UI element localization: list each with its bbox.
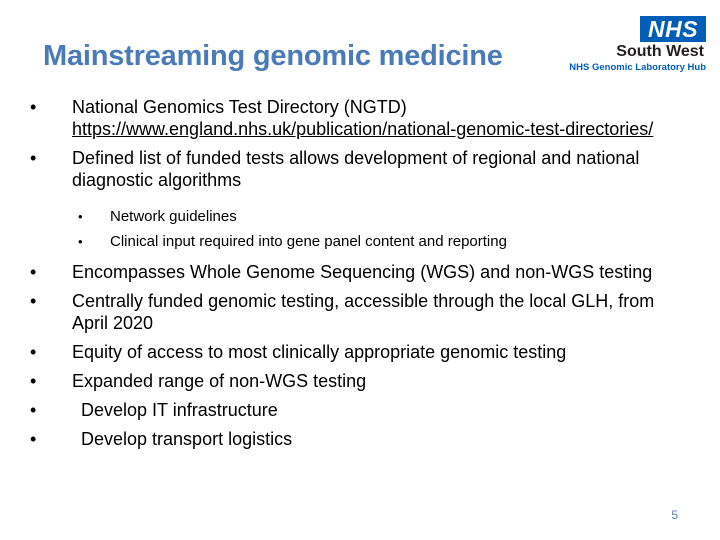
bullet-item: • Encompasses Whole Genome Sequencing (WGS) and non-WGS testing [30, 261, 685, 283]
page-number: 5 [671, 508, 678, 522]
bullet-list [30, 96, 685, 457]
bullet-item: • Equity of access to most clinically appropriate genomic testing [30, 341, 685, 363]
bullet-item [30, 399, 685, 421]
sub-bullet-list [72, 204, 685, 254]
sub-bullet-item: • Network guidelines [78, 204, 685, 229]
bullet-item [30, 428, 685, 450]
bullet-item: • Expanded range of non-WGS testing [30, 370, 685, 392]
nhs-logo [541, 16, 706, 76]
logo-hub-name: NHS Genomic Laboratory Hub [569, 62, 706, 73]
bullet-item [30, 147, 685, 254]
bullet-item: • Centrally funded genomic testing, accessible through the local GLH, from April 2020 [30, 290, 685, 334]
slide-title: Mainstreaming genomic medicine [43, 40, 503, 72]
sub-bullet-item: • Clinical input required into gene panel content and reporting [78, 229, 685, 254]
bullet-text: Develop IT infrastructure [81, 400, 278, 420]
bullet-item [30, 96, 685, 140]
logo-region: South West [616, 43, 704, 60]
bullet-text: Defined list of funded tests allows development of regional and national diagnostic algorithms [72, 148, 640, 190]
nhs-badge: NHS [640, 16, 706, 42]
bullet-text: National Genomics Test Directory (NGTD) [72, 97, 407, 117]
bullet-text: Develop transport logistics [81, 429, 293, 449]
ngtd-link[interactable]: https://www.england.nhs.uk/publication/national-genomic-test-directories/ [72, 119, 654, 139]
